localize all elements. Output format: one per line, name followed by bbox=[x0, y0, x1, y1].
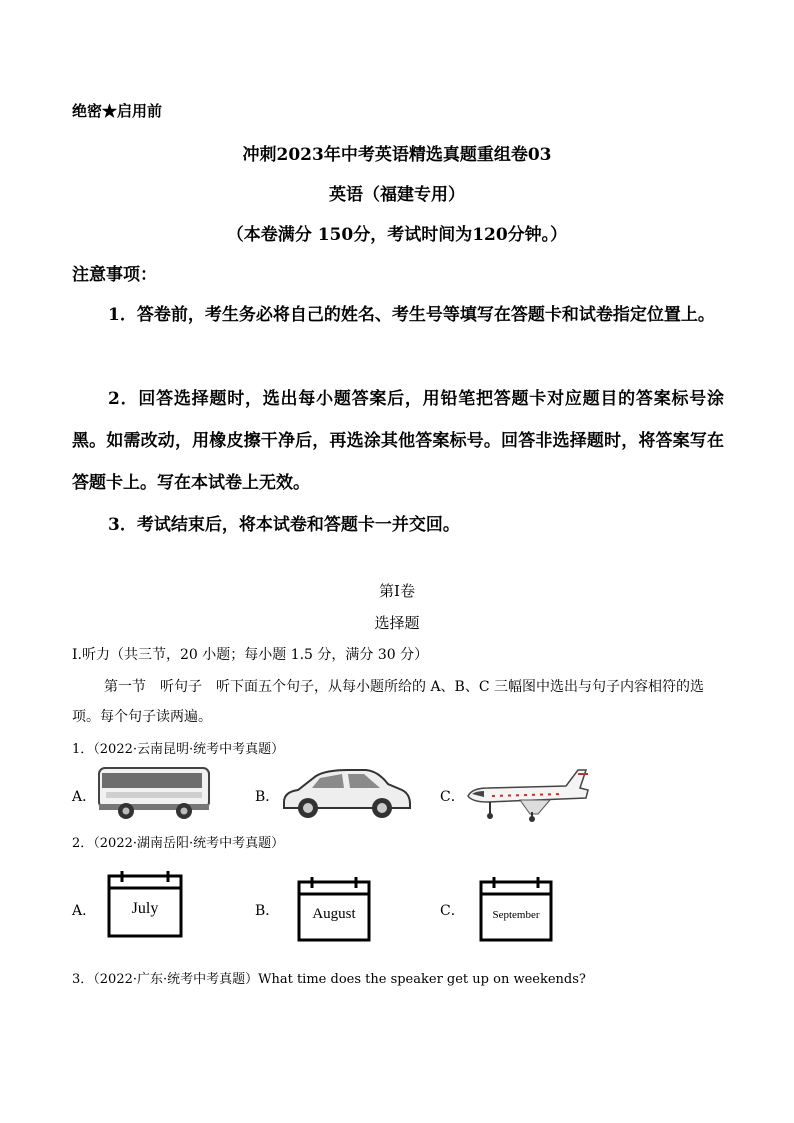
q1-option-c-label: C． bbox=[440, 789, 465, 805]
calendar-august-icon bbox=[296, 876, 372, 942]
exam-title: 冲刺2023年中考英语精选真题重组卷03 bbox=[242, 145, 552, 165]
calendar-september-icon bbox=[478, 876, 554, 942]
listening-heading: Ⅰ.听力（共三节，20 小题；每小题 1.5 分，满分 30 分） bbox=[72, 647, 429, 663]
q2-option-b-label: B． bbox=[255, 903, 280, 919]
q2-option-c-label: C． bbox=[440, 903, 465, 919]
question-2-stem: 2．（2022·湖南岳阳·统考中考真题） bbox=[72, 836, 285, 851]
question-3-stem: 3．（2022·广东·统考中考真题）What time does the speaker get up on weekends? bbox=[72, 972, 586, 987]
notice-heading: 注意事项： bbox=[72, 265, 157, 285]
secret-label: 绝密★启用前 bbox=[72, 102, 163, 120]
notice-item-2: 2．回答选择题时，选出每小题答案后，用铅笔把答题卡对应题目的答案标号涂黑。如需改动，用橡皮擦干净后，再选涂其他答案标号。回答非选择题时，将答案写在答题卡上。写在本试卷上无效。 bbox=[72, 389, 724, 493]
notice-item-1: 1．答卷前，考生务必将自己的姓名、考生号等填写在答题卡和试卷指定位置上。 bbox=[108, 305, 715, 325]
part1-instructions: 第一节 听句子 听下面五个句子，从每小题所给的 A、B、C 三幅图中选出与句子内容相符的选项。每个句子读两遍。 bbox=[72, 679, 705, 725]
exam-info: （本卷满分 150分，考试时间为120分钟。） bbox=[226, 225, 568, 245]
car-icon bbox=[278, 766, 412, 820]
calendar-month-label: August bbox=[312, 906, 356, 922]
airplane-icon bbox=[462, 762, 592, 824]
calendar-month-label: September bbox=[492, 909, 540, 921]
bus-icon bbox=[96, 764, 212, 822]
section-type: 选择题 bbox=[374, 614, 420, 632]
calendar-july-icon bbox=[106, 870, 184, 938]
q1-option-a-label: A． bbox=[72, 789, 97, 805]
question-1-stem: 1．（2022·云南昆明·统考中考真题） bbox=[72, 742, 285, 757]
exam-subtitle: 英语（福建专用） bbox=[329, 185, 465, 205]
notice-item-3: 3．考试结束后，将本试卷和答题卡一并交回。 bbox=[108, 515, 460, 535]
q1-option-b-label: B． bbox=[255, 789, 280, 805]
calendar-month-label: July bbox=[131, 900, 159, 917]
q2-option-a-label: A． bbox=[72, 903, 97, 919]
volume-title: 第Ⅰ卷 bbox=[379, 582, 415, 600]
